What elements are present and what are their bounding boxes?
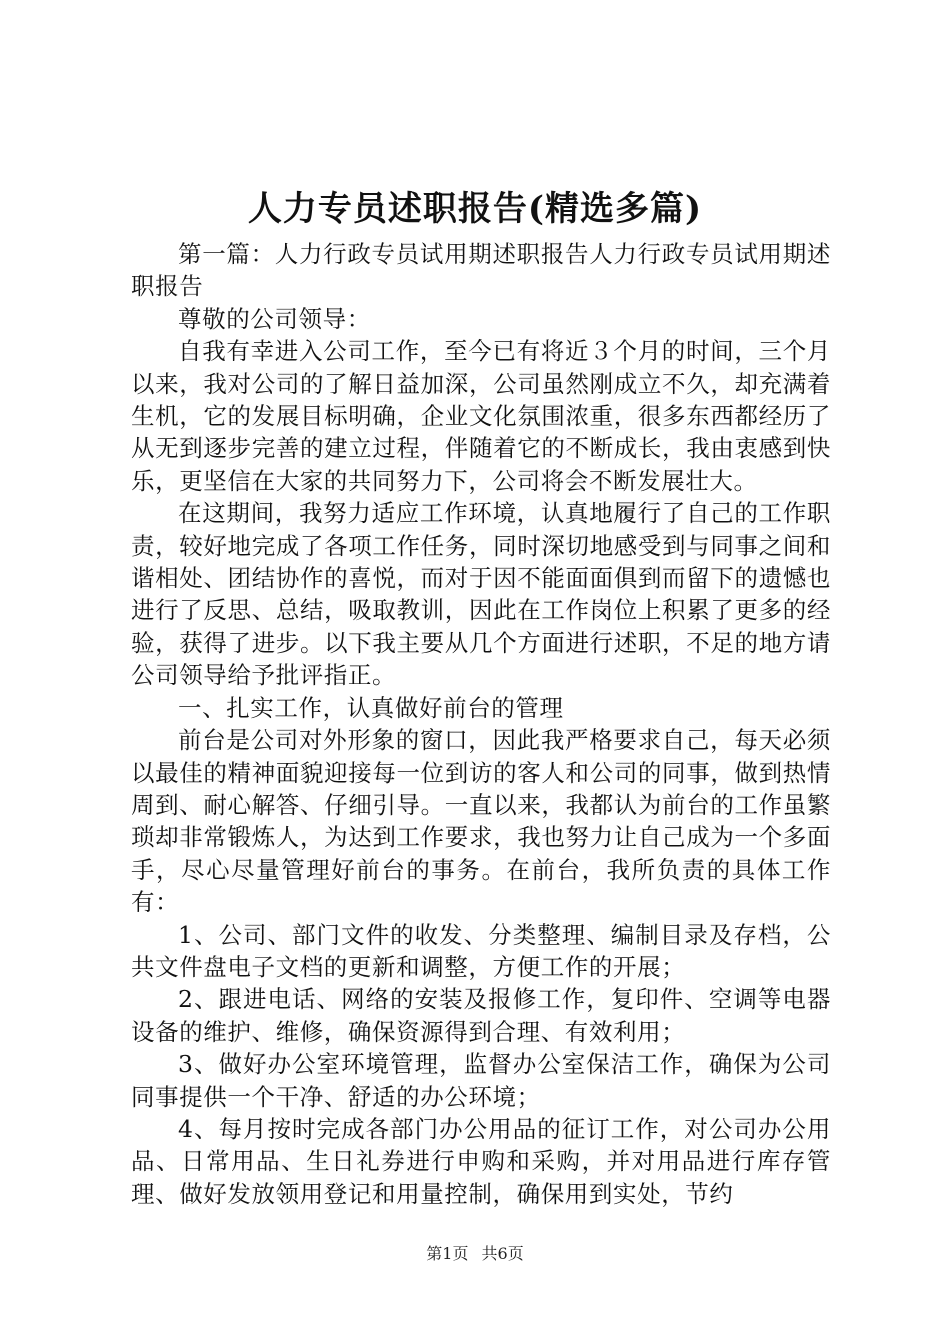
page-number: 第1页	[426, 1244, 469, 1263]
list-item: 1、公司、部门文件的收发、分类整理、编制目录及存档，公共文件盘电子文档的更新和调整，方便工作的开展；	[131, 920, 831, 981]
document-title: 人力专员述职报告(精选多篇)	[247, 189, 703, 229]
paragraph: 第一篇：人力行政专员试用期述职报告人力行政专员试用期述职报告	[131, 240, 831, 301]
section-heading: 一、扎实工作，认真做好前台的管理	[178, 693, 564, 722]
list-item: 4、每月按时完成各部门办公用品的征订工作，对公司办公用品、日常用品、生日礼券进行申购和采购，并对用品进行库存管理、做好发放领用登记和用量控制，确保用到实处，节约	[131, 1114, 831, 1208]
paragraph: 自我有幸进入公司工作，至今已有将近３个月的时间，三个月以来，我对公司的了解日益加深，公司虽然刚成立不久，却充满着生机，它的发展目标明确，企业文化氛围浓重，很多东西都经历了从无到逐步完善的建立过程，伴随着它的不断成长，我由衷感到快乐，更坚信在大家的共同努力下，公司将会不断发展壮大。	[131, 337, 831, 495]
paragraph: 尊敬的公司领导：	[178, 304, 371, 333]
paragraph: 前台是公司对外形象的窗口，因此我严格要求自己，每天必须以最佳的精神面貌迎接每一位到访的客人和公司的同事，做到热情周到、耐心解答、仔细引导。一直以来，我都认为前台的工作虽繁琐却非常锻炼人，为达到工作要求，我也努力让自己成为一个多面手，尽心尽量管理好前台的事务。在前台，我所负责的具体工作有：	[131, 726, 831, 917]
paragraph: 在这期间，我努力适应工作环境，认真地履行了自己的工作职责，较好地完成了各项工作任务，同时深切地感受到与同事之间和谐相处、团结协作的喜悦，而对于因不能面面俱到而留下的遗憾也进行了反思、总结，吸取教训，因此在工作岗位上积累了更多的经验，获得了进步。以下我主要从几个方面进行述职，不足的地方请公司领导给予批评指正。	[131, 499, 831, 690]
page-footer	[0, 1243, 950, 1265]
page-total: 共6页	[481, 1244, 524, 1263]
document-body	[131, 238, 831, 1210]
list-item: 2、跟进电话、网络的安装及报修工作，复印件、空调等电器设备的维护、维修，确保资源得到合理、有效利用；	[131, 985, 831, 1046]
list-item: 3、做好办公室环境管理，监督办公室保洁工作，确保为公司同事提供一个干净、舒适的办公环境；	[131, 1050, 831, 1111]
